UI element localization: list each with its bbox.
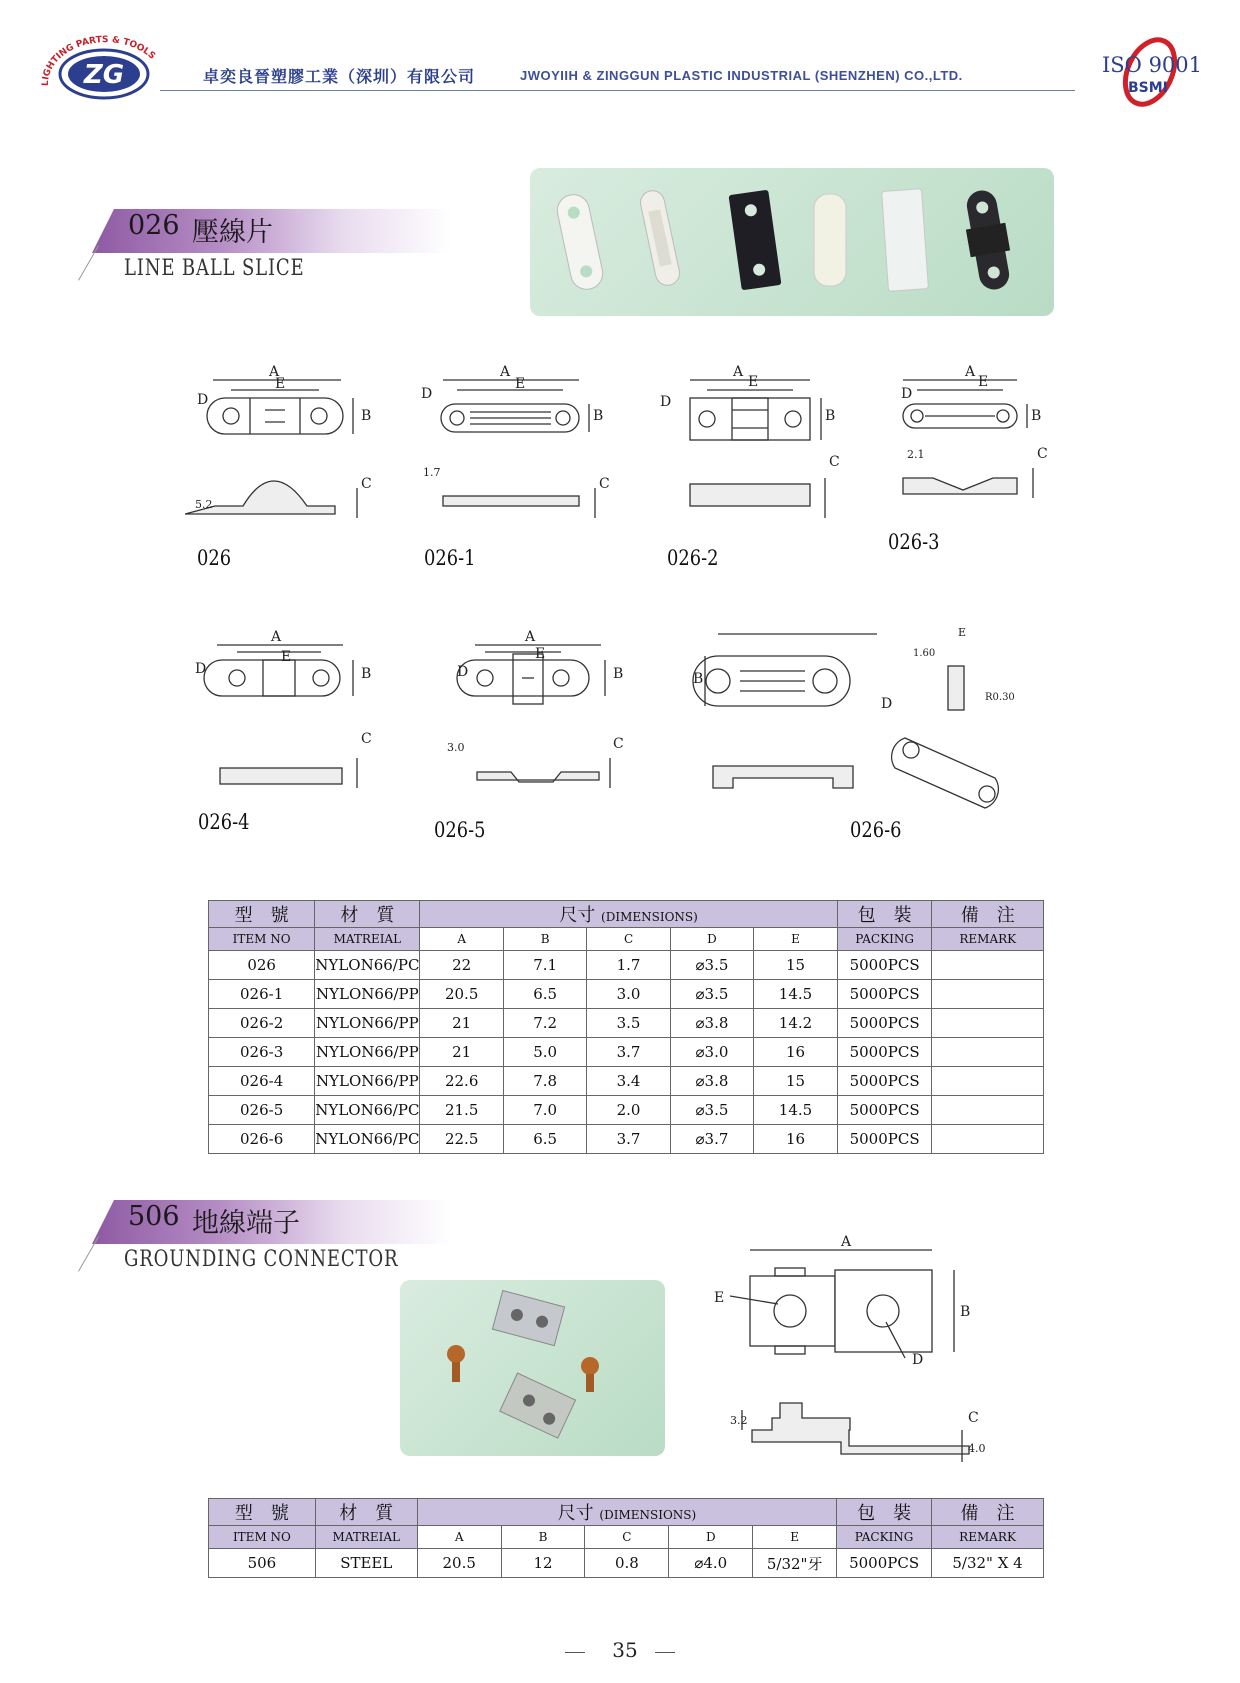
header-item-en: ITEM NO — [209, 928, 315, 951]
svg-text:D: D — [901, 386, 913, 402]
col-d: D — [670, 928, 754, 951]
svg-text:A: A — [841, 1234, 852, 1250]
col-e: E — [754, 928, 838, 951]
svg-text:D: D — [457, 664, 469, 680]
page-number: 35 — [612, 1638, 638, 1662]
header-material-cn: 材 質 — [315, 1499, 417, 1526]
drawing-label-026-4: 026-4 — [198, 810, 250, 834]
header-rule — [160, 90, 1075, 91]
drawing-label-026: 026 — [197, 546, 232, 570]
svg-text:B: B — [613, 666, 624, 682]
iso-text: ISO 9001 — [1102, 53, 1203, 77]
table-row: 026-4 NYLON66/PP 22.6 7.8 3.4 ⌀3.8 15 5000PCS — [209, 1067, 1044, 1096]
svg-text:A: A — [733, 364, 744, 380]
svg-text:E: E — [535, 646, 546, 662]
svg-text:D: D — [197, 392, 209, 408]
svg-text:C: C — [829, 454, 840, 470]
svg-text:E: E — [958, 626, 967, 639]
col-b: B — [503, 928, 586, 951]
col-c: C — [587, 928, 670, 951]
col-d: D — [669, 1526, 753, 1549]
section-506-title-cn: 地線端子 — [192, 1208, 300, 1239]
iso-9001-badge — [1098, 30, 1208, 116]
header-remark-en: REMARK — [932, 1526, 1044, 1549]
svg-text:B: B — [361, 408, 372, 424]
table-row: 026-3 NYLON66/PP 21 5.0 3.7 ⌀3.0 16 5000PCS — [209, 1038, 1044, 1067]
table-row: 506 STEEL 20.5 12 0.8 ⌀4.0 5/32"牙 5000PCS 5/32" X 4 — [209, 1549, 1044, 1578]
svg-text:B: B — [593, 408, 604, 424]
col-b: B — [501, 1526, 585, 1549]
logo-arc-text: LIGHTING PARTS & TOOLS — [40, 35, 157, 87]
col-a: A — [417, 1526, 501, 1549]
grounding-connector-spec-table — [208, 1498, 1044, 1578]
header-dimensions: 尺寸 (DIMENSIONS) — [420, 901, 837, 928]
header-remark-en: REMARK — [932, 928, 1044, 951]
line-ball-slice-photo — [530, 168, 1054, 316]
zg-logo — [38, 34, 168, 104]
header-material-en: MATREIAL — [315, 1526, 417, 1549]
svg-text:E: E — [275, 376, 286, 392]
col-e: E — [753, 1526, 837, 1549]
header-packing-cn: 包 裝 — [837, 901, 932, 928]
header-item-cn: 型 號 — [209, 901, 315, 928]
svg-text:1.60: 1.60 — [913, 648, 936, 659]
svg-text:3.0: 3.0 — [447, 741, 465, 754]
table-row: 026-6 NYLON66/PC 22.5 6.5 3.7 ⌀3.7 16 5000PCS — [209, 1125, 1044, 1154]
photo-grounding-parts — [400, 1280, 665, 1456]
table-row: 026 NYLON66/PC 22 7.1 1.7 ⌀3.5 15 5000PCS — [209, 951, 1044, 980]
header-material-cn: 材 質 — [315, 901, 420, 928]
header-remark-cn: 備 注 — [932, 901, 1044, 928]
svg-text:C: C — [1037, 446, 1048, 462]
section-026-title-cn: 壓線片 — [192, 217, 273, 248]
svg-text:2.1: 2.1 — [907, 448, 925, 461]
header-packing-en: PACKING — [837, 928, 932, 951]
svg-text:C: C — [361, 731, 372, 747]
company-name-en: JWOYIIH & ZINGGUN PLASTIC INDUSTRIAL (SHENZHEN) CO.,LTD. — [520, 68, 963, 83]
svg-text:E: E — [515, 376, 526, 392]
header-item-en: ITEM NO — [209, 1526, 316, 1549]
svg-text:4.0: 4.0 — [968, 1442, 986, 1455]
svg-text:C: C — [968, 1410, 979, 1426]
company-name-cn: 卓奕良晉塑膠工業（深圳）有限公司 — [203, 67, 476, 86]
svg-text:D: D — [881, 696, 893, 712]
line-ball-slice-drawings — [185, 358, 1085, 848]
footer-rule-left — [565, 1652, 585, 1653]
header-item-cn: 型 號 — [209, 1499, 316, 1526]
banner-accent — [78, 1236, 99, 1271]
col-a: A — [420, 928, 504, 951]
header-remark-cn: 備 注 — [932, 1499, 1044, 1526]
svg-text:R0.30: R0.30 — [985, 692, 1015, 703]
svg-text:D: D — [421, 386, 433, 402]
section-026-title-en: LINE BALL SLICE — [124, 256, 305, 281]
drawing-label-026-6: 026-6 — [850, 818, 902, 842]
svg-text:A: A — [269, 364, 280, 380]
svg-text:1.7: 1.7 — [423, 466, 441, 479]
svg-text:D: D — [195, 661, 207, 677]
col-c: C — [585, 1526, 669, 1549]
table-row: 026-1 NYLON66/PP 20.5 6.5 3.0 ⌀3.5 14.5 5000PCS — [209, 980, 1044, 1009]
drawing-label-026-5: 026-5 — [434, 818, 486, 842]
svg-text:E: E — [748, 374, 759, 390]
svg-text:5.2: 5.2 — [195, 498, 213, 511]
table-row: 026-2 NYLON66/PP 21 7.2 3.5 ⌀3.8 14.2 5000PCS — [209, 1009, 1044, 1038]
header-packing-cn: 包 裝 — [837, 1499, 932, 1526]
svg-text:B: B — [1031, 408, 1042, 424]
logo-text: ZG — [83, 60, 125, 90]
svg-text:E: E — [714, 1290, 725, 1306]
svg-text:C: C — [361, 476, 372, 492]
svg-text:B: B — [361, 666, 372, 682]
svg-text:B: B — [693, 671, 704, 687]
section-506-title-en: GROUNDING CONNECTOR — [124, 1247, 399, 1272]
svg-text:C: C — [613, 736, 624, 752]
bsmi-text: BSMI — [1128, 80, 1168, 96]
header-material-en: MATREIAL — [315, 928, 420, 951]
svg-text:E: E — [281, 649, 292, 665]
header-dimensions: 尺寸 (DIMENSIONS) — [417, 1499, 836, 1526]
section-506-number: 506 — [128, 1201, 180, 1232]
drawing-label-026-1: 026-1 — [424, 546, 476, 570]
footer-rule-right — [655, 1652, 675, 1653]
section-026-number: 026 — [128, 210, 180, 241]
svg-text:E: E — [978, 374, 989, 390]
header-packing-en: PACKING — [837, 1526, 932, 1549]
grounding-connector-drawing — [700, 1230, 1000, 1470]
svg-text:B: B — [960, 1304, 971, 1320]
svg-text:A: A — [271, 629, 282, 645]
svg-text:A: A — [500, 364, 511, 380]
svg-text:A: A — [965, 364, 976, 380]
line-ball-slice-spec-table — [208, 900, 1044, 1154]
svg-text:C: C — [599, 476, 610, 492]
table-row: 026-5 NYLON66/PC 21.5 7.0 2.0 ⌀3.5 14.5 5000PCS — [209, 1096, 1044, 1125]
svg-text:A: A — [525, 629, 536, 645]
drawing-label-026-2: 026-2 — [667, 546, 719, 570]
grounding-connector-photo — [400, 1280, 665, 1456]
svg-text:D: D — [912, 1352, 924, 1368]
svg-text:B: B — [825, 408, 836, 424]
photo-products — [530, 168, 1054, 316]
svg-text:D: D — [660, 394, 672, 410]
svg-text:3.2: 3.2 — [730, 1414, 748, 1427]
banner-accent — [78, 245, 99, 280]
drawing-label-026-3: 026-3 — [888, 530, 940, 554]
